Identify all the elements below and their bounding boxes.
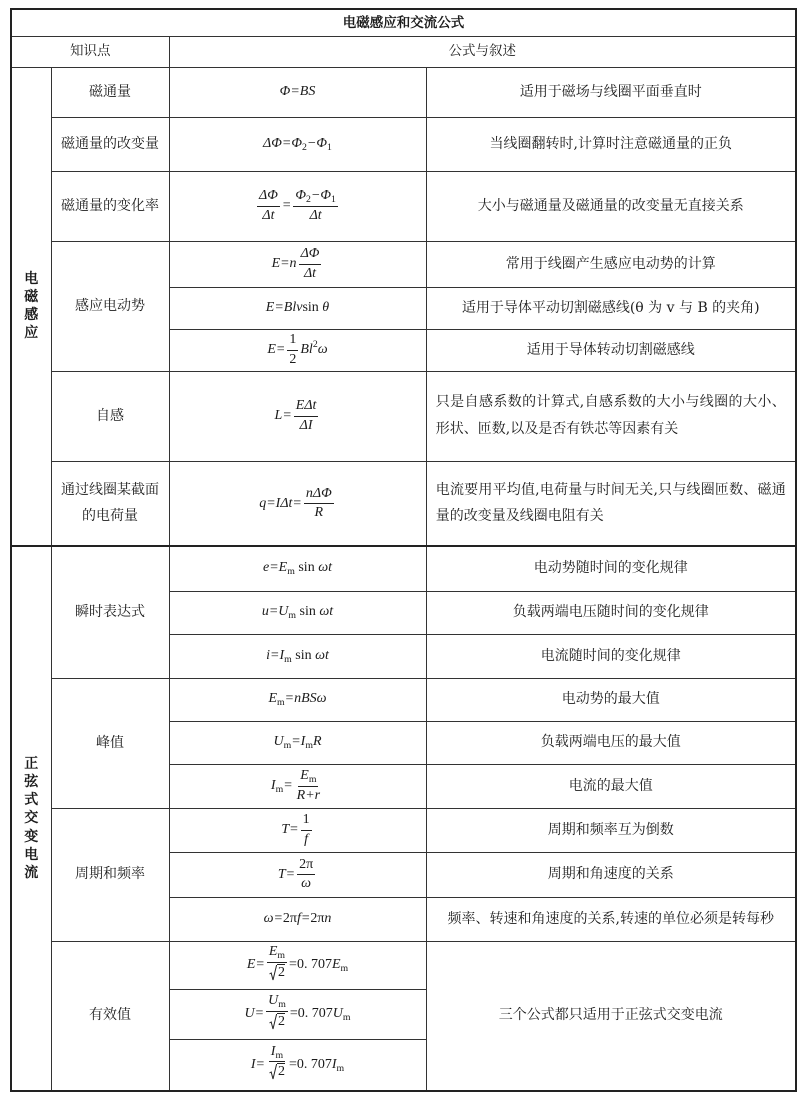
formula-text: E [331, 957, 341, 973]
formula-subscript: m [287, 566, 295, 578]
square-root [269, 964, 285, 981]
fraction [299, 246, 322, 281]
square-root [269, 1063, 285, 1080]
description-text: 电动势的最大值 [561, 691, 660, 708]
fraction-denominator [267, 1062, 287, 1085]
topic-label: 磁通量的改变量 [61, 135, 159, 152]
formula-text: U [332, 1006, 343, 1022]
fraction-numerator [266, 993, 288, 1011]
formula-text: I= [250, 1056, 265, 1072]
fraction-numerator [269, 1044, 285, 1062]
topic-cell [51, 461, 169, 546]
formula-text: −Φ [310, 188, 332, 204]
table-row [11, 941, 796, 989]
fraction-numerator [293, 188, 338, 206]
formula-cell [169, 634, 426, 678]
formula-upright-text: 2π [310, 910, 325, 926]
formula-text: Δt [262, 207, 275, 223]
formula-subscript: 2 [302, 141, 307, 153]
description-text: 适用于导体平动切割磁感线(θ 为 v 与 B 的夹角) [461, 299, 760, 316]
formula-subscript: m [342, 1012, 351, 1024]
table-title-cell [11, 9, 796, 36]
formula-text: I [331, 1056, 337, 1072]
topic-label: 感应电动势 [75, 297, 145, 314]
description-text: 频率、转速和角速度的关系,转速的单位必须是转每秒 [447, 910, 774, 927]
fraction-denominator [267, 1012, 287, 1035]
topic-cell [51, 241, 169, 371]
formula-text: R+r [296, 787, 321, 803]
formula-cell [169, 67, 426, 117]
topic-cell [51, 808, 169, 941]
description-cell [426, 171, 796, 241]
formula-text: E [268, 691, 278, 707]
topic-cell [51, 678, 169, 808]
formula-upright-text: =0. 707 [288, 1056, 332, 1072]
formula-text: i=I [266, 647, 285, 663]
formula-cell [169, 808, 426, 852]
description-text: 电流随时间的变化规律 [540, 647, 681, 664]
formula-upright-text: =0. 707 [289, 1006, 333, 1022]
formula-cell [169, 678, 426, 721]
description-cell [426, 461, 796, 546]
section-label-cell [11, 67, 51, 546]
formula-text: θ [318, 299, 330, 315]
formula-subscript: m [283, 740, 292, 752]
description-cell [426, 897, 796, 941]
table-row [11, 67, 796, 117]
description-cell [426, 678, 796, 721]
fraction [293, 188, 338, 223]
formula-subscript: m [277, 697, 285, 709]
formula-text: E=n [271, 256, 297, 272]
fraction-denominator [298, 417, 315, 434]
formula-text: =I [291, 734, 306, 750]
formula-cell [169, 591, 426, 634]
fraction [257, 188, 280, 223]
fraction-numerator [304, 486, 334, 504]
square-root-argument: 2 [277, 1064, 285, 1080]
formula-text: T= [281, 822, 299, 838]
formula-cell [169, 1039, 426, 1091]
topic-cell [51, 67, 169, 117]
table-row [11, 808, 796, 852]
fraction-numerator [267, 944, 287, 962]
formula-cell [169, 461, 426, 546]
fraction-denominator [308, 207, 324, 224]
radical-sign-icon [269, 1064, 277, 1080]
formula-text: ΔΦ [259, 188, 278, 204]
formula-upright-text: 2π [299, 856, 314, 872]
formula-upright-text: =0. 707 [289, 957, 332, 973]
formula-upright-text: sin [296, 604, 316, 620]
table-title: 电磁感应和交流公式 [342, 14, 465, 31]
description-cell [426, 241, 796, 287]
description-text: 周期和频率互为倒数 [547, 821, 674, 838]
formula-text: I [270, 778, 276, 794]
description-text: 三个公式都只适用于正弦式交变电流 [498, 1007, 723, 1024]
fraction [266, 993, 288, 1034]
topic-cell [51, 546, 169, 678]
fraction [267, 944, 287, 985]
table-row [11, 371, 796, 461]
formula-text: L= [274, 408, 292, 424]
fraction [294, 398, 319, 433]
description-cell [426, 852, 796, 897]
fraction-denominator [302, 831, 310, 848]
formula-cell [169, 941, 426, 989]
fraction [297, 857, 315, 892]
description-cell [426, 941, 796, 1091]
fraction [304, 486, 334, 521]
fraction-numerator [297, 857, 315, 875]
formula-text: q=IΔt= [259, 495, 302, 511]
formula-text: Δt [309, 207, 322, 223]
formula-cell [169, 287, 426, 329]
formula-text: E [268, 944, 278, 960]
formula-subscript: m [277, 950, 286, 962]
description-cell [426, 329, 796, 371]
description-text: 负载两端电压随时间的变化规律 [512, 604, 709, 621]
fraction [287, 332, 298, 367]
fraction-numerator [299, 246, 322, 264]
description-cell [426, 634, 796, 678]
formula-cell [169, 852, 426, 897]
formula-text: f [304, 831, 309, 847]
description-text: 适用于磁场与线圈平面垂直时 [519, 83, 702, 100]
formula-subscript: 2 [306, 194, 311, 206]
formula-text: Φ [295, 188, 307, 204]
formula-text: ωt [311, 647, 329, 663]
formula-cell [169, 897, 426, 941]
formula-text: Bl [300, 342, 313, 358]
header-topic: 知识点 [70, 43, 111, 60]
section-label: 正弦式交变电流 [24, 755, 39, 881]
formula-text: R [314, 504, 324, 520]
formula-text: ω [301, 876, 312, 891]
formula-text: E= [267, 342, 286, 358]
topic-label: 自感 [96, 407, 124, 424]
formula-subscript: m [340, 963, 349, 975]
table-row [11, 546, 796, 591]
formula-subscript: m [275, 1050, 284, 1062]
formula-text: u=U [261, 604, 289, 620]
description-text: 常用于线圈产生感应电动势的计算 [505, 255, 716, 272]
fraction-denominator [295, 787, 322, 804]
formula-text: −Φ [306, 135, 328, 151]
description-cell [426, 67, 796, 117]
formula-text: = [281, 198, 292, 214]
fraction-numerator [257, 188, 280, 206]
formula-cell [169, 117, 426, 171]
description-cell [426, 371, 796, 461]
formula-subscript: m [284, 653, 292, 665]
description-text: 周期和角速度的关系 [547, 866, 674, 883]
formula-cell [169, 241, 426, 287]
formula-superscript: 2 [312, 339, 318, 351]
formula-subscript: m [278, 999, 286, 1011]
formula-upright-text: sin [302, 299, 319, 315]
topic-cell [51, 171, 169, 241]
formula-text: E [300, 768, 309, 784]
formula-text: T= [277, 866, 296, 882]
fraction-numerator [287, 332, 298, 350]
formula-upright-text: 1 [302, 812, 310, 828]
fraction-denominator [299, 875, 313, 892]
formula-text: Δt [303, 265, 317, 281]
description-text: 只是自感系数的计算式,自感系数的大小与线圈的大小、形状、匝数,以及是否有铁芯等因素有关 [435, 394, 786, 437]
topic-label: 瞬时表达式 [75, 603, 145, 620]
topic-label: 磁通量的变化率 [61, 197, 159, 214]
formula-upright-text: 2 [289, 351, 297, 367]
description-cell [426, 808, 796, 852]
formula-text: U= [244, 1006, 265, 1022]
formula-cell [169, 171, 426, 241]
formula-table [10, 8, 797, 1092]
formula-subscript: 1 [327, 141, 332, 153]
formula-text: n [324, 910, 332, 926]
formula-text: ω= [263, 910, 283, 926]
description-text: 负载两端电压的最大值 [540, 734, 681, 751]
formula-text: e=E [263, 560, 288, 576]
description-cell [426, 764, 796, 808]
formula-cell [169, 546, 426, 591]
square-root [269, 1013, 285, 1030]
topic-cell [51, 371, 169, 461]
formula-text: ω [317, 342, 328, 358]
topic-cell [51, 941, 169, 1091]
radical-sign-icon [269, 1014, 277, 1030]
header-topic-cell [11, 36, 169, 67]
formula-subscript: m [288, 610, 297, 622]
formula-text: ΔΦ=Φ [263, 135, 303, 151]
formula-subscript: m [336, 1062, 345, 1074]
table-row [11, 678, 796, 721]
formula-upright-text: sin [291, 647, 312, 663]
topic-label: 周期和频率 [75, 866, 145, 883]
formula-text: I [270, 1044, 276, 1060]
formula-subscript: m [275, 784, 284, 796]
header-content-cell [169, 36, 796, 67]
formula-subscript: 1 [331, 194, 336, 206]
formula-cell [169, 989, 426, 1039]
table-row [11, 241, 796, 287]
square-root-argument: 2 [277, 964, 285, 980]
description-cell [426, 287, 796, 329]
formula-cell [169, 371, 426, 461]
square-root-argument: 2 [277, 1013, 285, 1029]
fraction [301, 812, 312, 847]
topic-label: 磁通量 [89, 83, 131, 100]
topic-cell [51, 117, 169, 171]
formula-text: EΔt [295, 398, 317, 414]
description-text: 电动势随时间的变化规律 [533, 560, 688, 577]
fraction [267, 1044, 287, 1085]
fraction-numerator [298, 768, 318, 786]
fraction-denominator [313, 504, 326, 521]
fraction-denominator [302, 265, 318, 282]
formula-text: U [273, 734, 284, 750]
description-text: 电流的最大值 [568, 777, 653, 794]
fraction-numerator [301, 812, 312, 830]
formula-text: R [312, 734, 322, 750]
formula-text: ωt [315, 604, 334, 620]
formula-text: =nBSω [284, 691, 327, 707]
description-text: 适用于导体转动切割磁感线 [526, 341, 695, 358]
formula-subscript: m [308, 774, 317, 786]
formula-cell [169, 764, 426, 808]
description-cell [426, 117, 796, 171]
formula-text: ωt [314, 560, 332, 576]
formula-upright-text: 1 [289, 332, 297, 348]
radical-sign-icon [269, 965, 277, 981]
description-text: 当线圈翻转时,计算时注意磁通量的正负 [489, 135, 732, 152]
table-row [11, 171, 796, 241]
description-cell [426, 591, 796, 634]
fraction-denominator [267, 963, 287, 986]
description-text: 电流要用平均值,电荷量与时间无关,只与线圈匝数、磁通量的改变量及线圈电阻有关 [435, 481, 786, 525]
topic-label: 峰值 [96, 734, 124, 751]
fraction [295, 768, 322, 803]
formula-text: ΔΦ [300, 246, 320, 262]
formula-text: nΔΦ [305, 485, 332, 501]
description-text: 大小与磁通量及磁通量的改变量无直接关系 [477, 197, 744, 214]
fraction-numerator [294, 398, 319, 416]
formula-subscript: m [305, 740, 313, 752]
formula-text: = [283, 778, 293, 794]
section-label: 电磁感应 [24, 270, 39, 342]
table-row [11, 117, 796, 171]
fraction-denominator [260, 207, 276, 224]
formula-text: U [268, 993, 279, 1009]
fraction-denominator [287, 351, 298, 368]
formula-text: Φ=BS [279, 83, 316, 99]
table-row [11, 461, 796, 546]
formula-upright-text: 2π [282, 910, 297, 926]
formula-cell [169, 721, 426, 764]
formula-text: E= [246, 957, 265, 973]
formula-text: E=Blv [265, 299, 303, 315]
topic-label: 通过线圈某截面的电荷量 [61, 481, 159, 525]
header-content: 公式与叙述 [448, 43, 516, 60]
topic-label: 有效值 [89, 1007, 131, 1024]
section-label-cell [11, 546, 51, 1091]
formula-upright-text: sin [294, 560, 315, 576]
formula-cell [169, 329, 426, 371]
description-cell [426, 721, 796, 764]
description-cell [426, 546, 796, 591]
formula-text: f= [297, 910, 311, 926]
formula-text: ΔI [299, 417, 313, 433]
